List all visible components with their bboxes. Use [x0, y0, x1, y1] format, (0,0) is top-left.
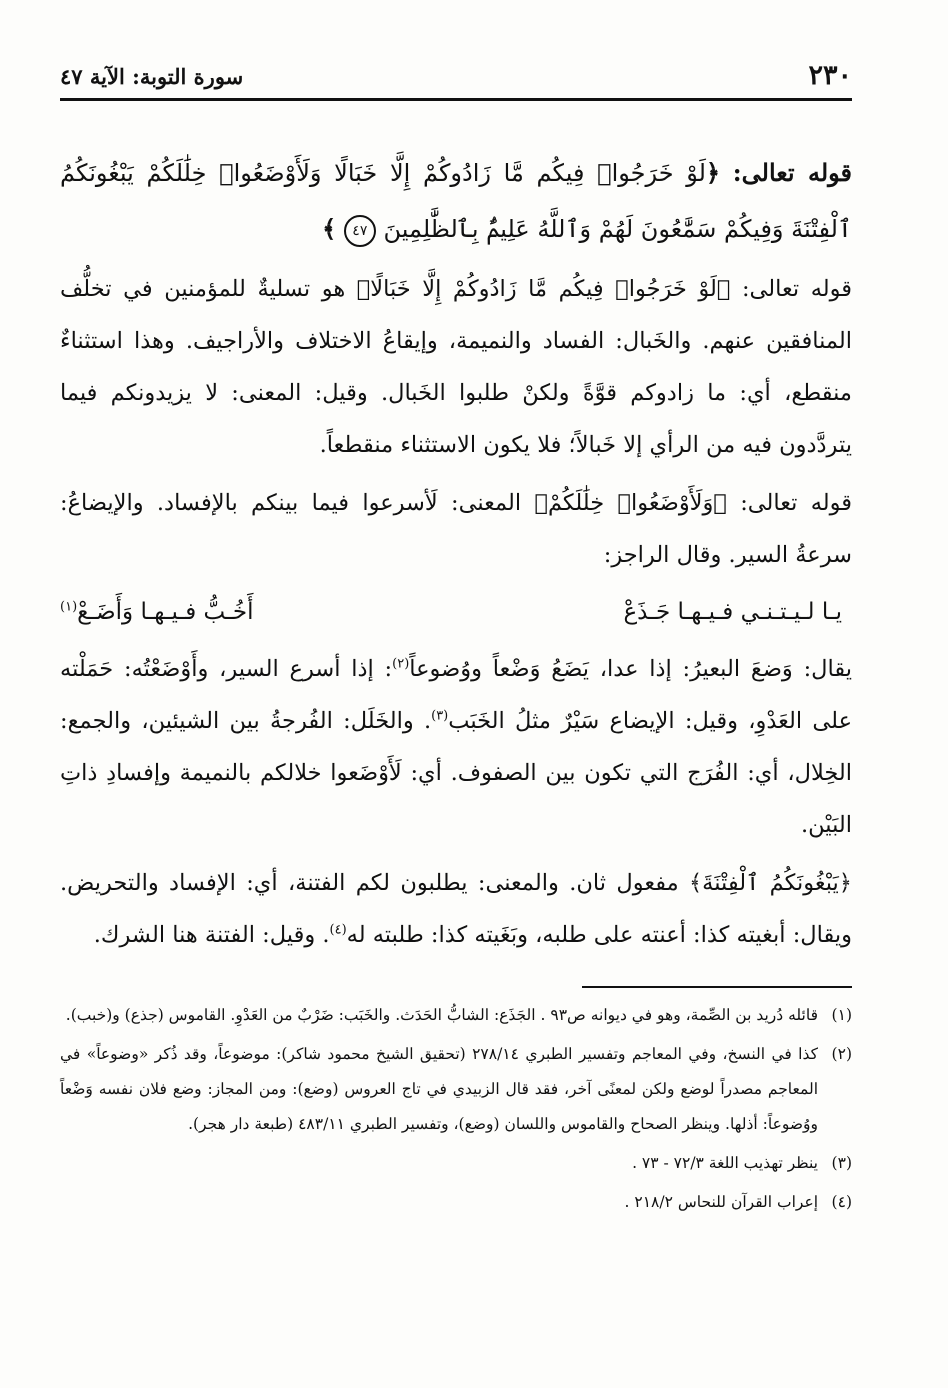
footnote-item	[60, 1037, 852, 1142]
verse-lead: قوله تعالى:	[732, 158, 852, 187]
footnote-ref-4[interactable]: (٤)	[329, 922, 347, 938]
poem-hemistich-left	[60, 587, 253, 637]
paragraph-text: . وقيل: الفتنة هنا الشرك.	[93, 922, 330, 948]
poem-hemistich-right: يـا لـيـتـنـي فـيـهـا جَـذَعْ	[623, 599, 842, 625]
paragraph-text: مفعول ثان. والمعنى: يطلبون لكم الفتنة، أي: الإفساد والتحريض. ويقال: أبغيته كذا: أعنته على طلبه، وبَغَيته كذا: طلبته له	[60, 870, 852, 948]
footnote-item	[60, 1146, 852, 1181]
verse-number-circle: ٤٧	[344, 215, 376, 247]
footnote-text: كذا في النسخ، وفي المعاجم وتفسير الطبري ٢٧٨/١٤ (تحقيق الشيخ محمود شاكر): موضوعاً، وقد ذُكر «وضوعاً» في المعاجم مصدراً لوضع ولكن لمعنًى آخر، فقد قال الزبيدي في تاج العروس (وضع): ومن المجاز: وضع فلان نفسه وَضْعاً ووُضوعاً: أذلها. وينظر الصحاح والقاموس واللسان (وضع)، وتفسير الطبري ٤٨٣/١١ (طبعة دار هجر).	[60, 1045, 818, 1133]
paragraph-lead: قوله تعالى:	[730, 276, 853, 302]
footnote-text: ينظر تهذيب اللغة ٧٢/٣ - ٧٣ .	[632, 1154, 818, 1172]
commentary-paragraph-4	[60, 857, 852, 961]
paragraph-lead: قوله تعالى:	[726, 490, 852, 516]
footnote-item	[60, 998, 852, 1033]
footnotes	[60, 998, 852, 1224]
footnote-ref-3[interactable]: (٣)	[431, 708, 449, 724]
poem-hemistich-left-text: أَخُـبُّ فـيـهـا وَأَضَـعْ	[77, 599, 254, 625]
footnote-number: (٤)	[831, 1193, 852, 1211]
main-text	[60, 145, 852, 961]
verse-heading	[60, 145, 852, 257]
sura-title: سورة التوبة: الآية ٤٧	[60, 64, 244, 89]
quran-verse-text: لَوْ خَرَجُوا۟ فِيكُم مَّا زَادُوكُمْ إِلَّا خَبَالًا وَلَأَوْضَعُوا۟ خِلَٰلَكُمْ يَبْغُونَكُمُ ٱلْفِتْنَةَ وَفِيكُمْ سَمَّٰعُونَ لَهُمْ وَٱللَّهُ عَلِيمٌۢ بِٱلظَّٰلِمِينَ	[60, 159, 852, 243]
footnote-number: (٢)	[831, 1045, 852, 1063]
footnote-text: قائله دُريد بن الصِّمة، وهو في ديوانه ص٩٣ . الجَذَع: الشابُّ الحَدَث. والخَبَب: ضَرْبٌ من العَدْوِ. القاموس (جذع) و(خبب).	[65, 1006, 818, 1024]
paragraph-text: : إذا أسرع السير، وأَوْضَعْتُه: حَمَلْته على العَدْوِ، وقيل: الإيضاع سَيْرٌ مثلُ الخَبَب	[60, 656, 853, 734]
page-number: ٢٣٠	[808, 60, 852, 91]
quran-quote: ﴿يَبْغُونَكُمُ ٱلْفِتْنَةَ﴾	[689, 870, 852, 896]
paragraph-text: هو تسليةٌ للمؤمنين في تخلُّف المنافقين عنهم. والخَبال: الفساد والنميمة، وإيقاعُ الاختلاف والأراجيف. وهذا استثناءٌ منقطع، أي: ما زادوكم قوَّةً ولكنْ طلبوا الخَبال. وقيل: المعنى: لا يزيدونكم فيما يتردَّدون فيه من الرأي إلا خَبالاً؛ فلا يكون الاستثناء منقطعاً.	[60, 276, 852, 458]
quran-quote: ﴿لَوْ خَرَجُوا۟ فِيكُم مَّا زَادُوكُمْ إِلَّا خَبَالًا﴾	[356, 276, 731, 302]
footnote-separator	[582, 986, 852, 988]
quran-open-bracket: ﴿	[705, 158, 721, 187]
quran-quote: ﴿وَلَأَوْضَعُوا۟ خِلَٰلَكُمْ﴾	[534, 490, 727, 516]
commentary-paragraph-3	[60, 643, 852, 851]
paragraph-text: المعنى: لَأسرعوا فيما بينكم بالإفساد. والإيضاعُ: سرعةُ السير. وقال الراجز:	[60, 490, 852, 568]
paragraph-text: . والخَلَل: الفُرجةُ بين الشيئين، والجمع: الخِلال، أي: الفُرَج التي تكون بين الصفوف. أي: لَأَوْضَعوا خلالكم بالنميمة وإفسادِ ذاتِ البَيْن.	[60, 708, 852, 838]
footnote-text: إعراب القرآن للنحاس ٢١٨/٢ .	[624, 1193, 818, 1211]
commentary-paragraph-2	[60, 477, 852, 581]
footnote-item	[60, 1185, 852, 1220]
footnote-number: (٣)	[831, 1154, 852, 1172]
quran-close-bracket: ﴾	[322, 214, 337, 243]
poem-verse	[60, 587, 852, 637]
commentary-paragraph-1	[60, 263, 852, 471]
book-page	[60, 58, 852, 1378]
paragraph-text: يقال: وَضعَ البعيرُ: إذا عدا، يَضَعُ وَضْعاً ووُضوعاً	[409, 656, 852, 682]
running-header	[60, 58, 852, 101]
footnote-ref-1[interactable]: (١)	[60, 599, 78, 615]
footnote-number: (١)	[831, 1006, 852, 1024]
footnote-ref-2[interactable]: (٢)	[392, 656, 410, 672]
